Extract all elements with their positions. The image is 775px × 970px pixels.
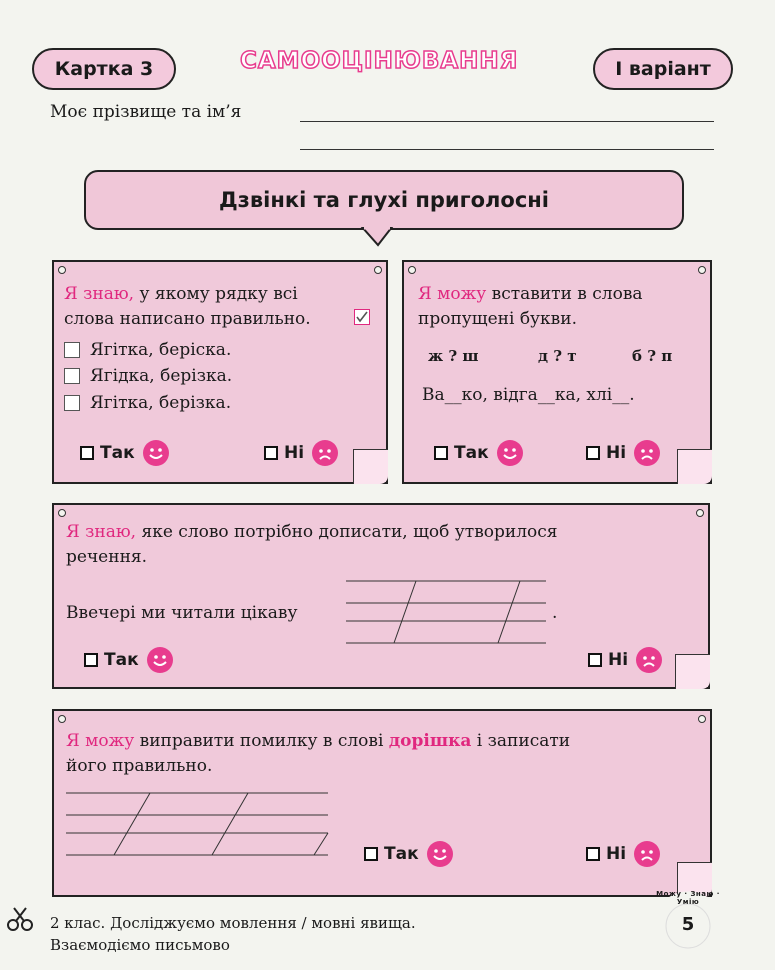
yes-checkbox[interactable] bbox=[364, 847, 378, 861]
yes-label: Так bbox=[384, 844, 419, 864]
name-label: Моє прізвище та ім’я bbox=[50, 102, 242, 122]
task-card-3 bbox=[52, 503, 710, 689]
task-2-lead: Я можу bbox=[418, 284, 487, 304]
card-hole bbox=[58, 509, 66, 517]
page-curl bbox=[677, 449, 712, 484]
task-2-words[interactable]: Ва__ко, відга__ка, хлі__. bbox=[422, 385, 635, 405]
rating-yes[interactable] bbox=[80, 440, 169, 466]
card-hole bbox=[58, 266, 66, 274]
yes-label: Так bbox=[100, 443, 135, 463]
rating-no[interactable] bbox=[264, 440, 338, 466]
variant-label: І варіант bbox=[593, 48, 733, 90]
letter-pair-2: д ? т bbox=[538, 347, 577, 365]
happy-face-icon bbox=[143, 440, 169, 466]
no-label: Ні bbox=[606, 443, 627, 463]
stamp-text: Можу · Знаю · Умію bbox=[656, 890, 720, 906]
task-4-lead: Я можу bbox=[66, 731, 135, 751]
no-checkbox[interactable] bbox=[588, 653, 602, 667]
card-hole bbox=[374, 266, 382, 274]
writing-lines[interactable] bbox=[66, 789, 332, 859]
no-label: Ні bbox=[284, 443, 305, 463]
happy-face-icon bbox=[147, 647, 173, 673]
no-checkbox[interactable] bbox=[586, 446, 600, 460]
task-card-1 bbox=[52, 260, 388, 484]
rating-yes[interactable] bbox=[364, 841, 453, 867]
page-curl bbox=[675, 654, 710, 689]
footer-text bbox=[50, 912, 416, 956]
yes-label: Так bbox=[454, 443, 489, 463]
sad-face-icon bbox=[634, 440, 660, 466]
task-4-text bbox=[66, 729, 706, 779]
letter-pair-1: ж ? ш bbox=[428, 347, 479, 365]
no-label: Ні bbox=[608, 650, 629, 670]
no-label: Ні bbox=[606, 844, 627, 864]
card-number-label: Картка 3 bbox=[32, 48, 176, 90]
no-checkbox[interactable] bbox=[586, 847, 600, 861]
task-4-highlight-word: дорішка bbox=[388, 731, 472, 751]
sentence-period: . bbox=[552, 603, 558, 623]
card-hole bbox=[698, 266, 706, 274]
task-4-text-before: виправити помилку в слові bbox=[134, 731, 389, 751]
page-curl bbox=[353, 449, 388, 484]
bubble-tail bbox=[360, 227, 394, 247]
option-3-label: Ягітка, берізка. bbox=[90, 393, 232, 413]
topic-banner bbox=[84, 170, 684, 230]
card-hole bbox=[58, 715, 66, 723]
yes-checkbox[interactable] bbox=[84, 653, 98, 667]
task-1-text bbox=[64, 282, 384, 332]
rating-no[interactable] bbox=[586, 841, 660, 867]
checkmark-icon bbox=[355, 310, 368, 323]
option-2-checkbox[interactable] bbox=[64, 368, 80, 384]
task-3-sentence: Ввечері ми читали цікаву bbox=[66, 603, 298, 623]
sad-face-icon bbox=[636, 647, 662, 673]
task-3-line1: яке слово потрібно дописати, щоб утворилося bbox=[136, 522, 558, 542]
page-title: САМООЦІНЮВАННЯ bbox=[240, 48, 519, 74]
name-line-2[interactable] bbox=[300, 149, 714, 150]
yes-label: Так bbox=[104, 650, 139, 670]
sad-face-icon bbox=[312, 440, 338, 466]
option-3-checkbox[interactable] bbox=[64, 395, 80, 411]
footer-line-2: Взаємодіємо письмово bbox=[50, 936, 230, 954]
rating-yes[interactable] bbox=[84, 647, 173, 673]
task-card-4 bbox=[52, 709, 712, 897]
rating-no[interactable] bbox=[588, 647, 662, 673]
example-checkbox-checked bbox=[354, 309, 370, 325]
rating-no[interactable] bbox=[586, 440, 660, 466]
option-2-label: Ягідка, берізка. bbox=[90, 366, 233, 386]
task-3-text bbox=[66, 520, 706, 570]
footer-line-1: 2 клас. Досліджуємо мовлення / мовні явища. bbox=[50, 914, 416, 932]
task-2-line2: пропущені букви. bbox=[418, 309, 577, 329]
task-3-lead: Я знаю, bbox=[66, 522, 137, 542]
task-3-line2: речення. bbox=[66, 547, 148, 567]
task-1-lead: Я знаю, bbox=[64, 284, 135, 304]
rating-yes[interactable] bbox=[434, 440, 523, 466]
option-1-checkbox[interactable] bbox=[64, 342, 80, 358]
scissors-icon bbox=[6, 906, 36, 932]
task-1-line2: слова написано правильно. bbox=[64, 309, 311, 329]
task-4-text-after: і записати bbox=[471, 731, 571, 751]
task-1-line1: у якому рядку всі bbox=[134, 284, 298, 304]
task-2-line1: вставити в слова bbox=[486, 284, 643, 304]
sad-face-icon bbox=[634, 841, 660, 867]
option-1-label: Ягітка, беріска. bbox=[90, 340, 232, 360]
yes-checkbox[interactable] bbox=[80, 446, 94, 460]
page-number: 5 bbox=[681, 914, 695, 935]
yes-checkbox[interactable] bbox=[434, 446, 448, 460]
happy-face-icon bbox=[427, 841, 453, 867]
writing-lines[interactable] bbox=[346, 577, 556, 649]
letter-pair-3: б ? п bbox=[632, 347, 673, 365]
page-stamp bbox=[650, 888, 726, 964]
task-4-line2: його правильно. bbox=[66, 756, 213, 776]
task-2-text bbox=[418, 282, 708, 332]
card-hole bbox=[408, 266, 416, 274]
name-line-1[interactable] bbox=[300, 121, 714, 122]
topic-title: Дзвінкі та глухі приголосні bbox=[218, 188, 550, 212]
card-hole bbox=[698, 715, 706, 723]
task-card-2 bbox=[402, 260, 712, 484]
no-checkbox[interactable] bbox=[264, 446, 278, 460]
happy-face-icon bbox=[497, 440, 523, 466]
card-hole bbox=[696, 509, 704, 517]
